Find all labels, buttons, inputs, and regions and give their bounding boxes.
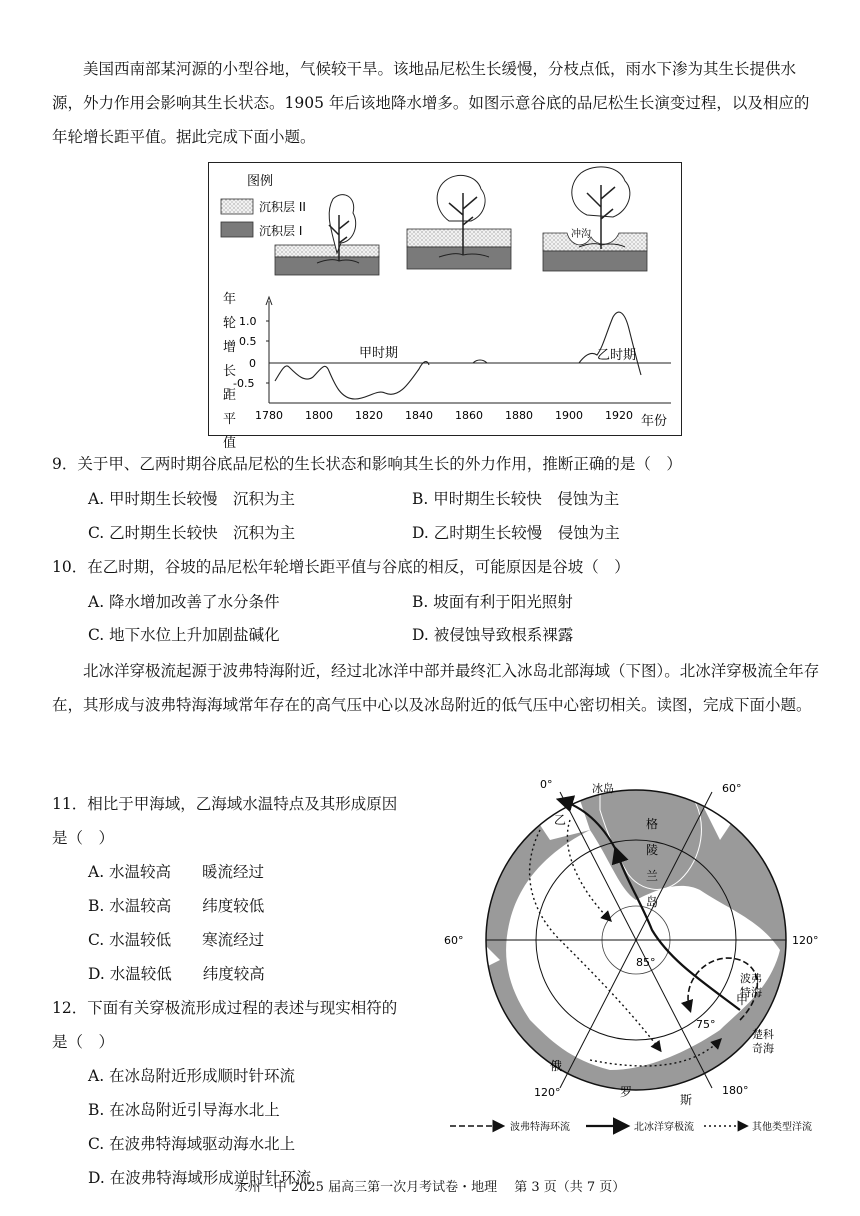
svg-text:北冰洋穿极流: 北冰洋穿极流 xyxy=(634,1122,694,1133)
q9-option-c[interactable]: C. 乙时期生长较快 沉积为主 xyxy=(88,524,296,542)
question-11-stem-line1: 11．相比于甲海域，乙海域水温特点及其形成原因 xyxy=(52,795,398,813)
lon-120-e: 120° xyxy=(792,934,819,947)
greenland-label-2: 陵 xyxy=(646,843,659,857)
svg-text:1800: 1800 xyxy=(305,409,333,422)
svg-text:1920: 1920 xyxy=(605,409,633,422)
legend-layer2: 沉积层 II xyxy=(259,200,306,214)
sea-b-label: 乙 xyxy=(554,813,567,827)
svg-text:增: 增 xyxy=(223,340,237,355)
x-axis-label: 年份 xyxy=(641,414,668,429)
q9-option-a[interactable]: A. 甲时期生长较慢 沉积为主 xyxy=(88,490,296,508)
q10-option-b[interactable]: B. 坡面有利于阳光照射 xyxy=(412,593,573,611)
svg-text:0.5: 0.5 xyxy=(239,335,257,348)
q12-option-d[interactable]: D. 在波弗特海域形成逆时针环流 xyxy=(88,1169,312,1187)
q12-option-b[interactable]: B. 在冰岛附近引导海水北上 xyxy=(88,1101,280,1119)
question-12-stem-line1: 12．下面有关穿极流形成过程的表述与现实相符的 xyxy=(52,999,398,1017)
lon-180: 180° xyxy=(722,1084,749,1097)
svg-text:距: 距 xyxy=(223,388,237,403)
legend-layer1: 沉积层 I xyxy=(259,224,303,238)
q10-option-a[interactable]: A. 降水增加改善了水分条件 xyxy=(88,593,280,611)
iceland-label: 冰岛 xyxy=(592,782,614,795)
svg-text:1880: 1880 xyxy=(505,409,533,422)
svg-text:1820: 1820 xyxy=(355,409,383,422)
lon-60-w: 60° xyxy=(444,934,464,947)
q12-option-c[interactable]: C. 在波弗特海域驱动海水北上 xyxy=(88,1135,296,1153)
svg-text:1780: 1780 xyxy=(255,409,283,422)
q11-option-c[interactable]: C. 水温较低 寒流经过 xyxy=(88,931,265,949)
lat-75: 75° xyxy=(696,1018,716,1031)
passage-1: 美国西南部某河源的小型谷地，气候较干旱。该地品尼松生长缓慢，分枝点低，雨水下渗为其生长提供水源，外力作用会影响其生长状态。1905 年后该地降水增多。如图示意谷底的品尼松生长演变过程，以及相应的年轮增长距平值。据此完成下面小题。 xyxy=(52,60,810,146)
q9-option-d[interactable]: D. 乙时期生长较慢 侵蚀为主 xyxy=(412,524,620,542)
question-12-stem-line2: 是（ ） xyxy=(52,1033,115,1051)
map-legend xyxy=(450,1120,812,1133)
q12-option-a[interactable]: A. 在冰岛附近形成顺时针环流 xyxy=(88,1067,296,1085)
svg-text:值: 值 xyxy=(223,436,237,451)
lon-60-e: 60° xyxy=(722,782,742,795)
svg-text:1860: 1860 xyxy=(455,409,483,422)
gully-label: 冲沟 xyxy=(571,229,591,240)
greenland-label-1: 格 xyxy=(646,817,659,831)
svg-text:年: 年 xyxy=(223,292,237,307)
question-10-stem: 10．在乙时期，谷坡的品尼松年轮增长距平值与谷底的相反，可能原因是谷坡（ ） xyxy=(52,558,630,576)
q10-option-d[interactable]: D. 被侵蚀导致根系裸露 xyxy=(412,626,574,644)
svg-text:长: 长 xyxy=(223,364,237,379)
svg-text:其他类型洋流: 其他类型洋流 xyxy=(752,1122,812,1133)
lat-85: 85° xyxy=(636,956,656,969)
question-11-stem-line2: 是（ ） xyxy=(52,829,115,847)
greenland-label-3: 兰 xyxy=(646,869,659,883)
svg-text:-0.5: -0.5 xyxy=(233,377,255,390)
svg-text:1900: 1900 xyxy=(555,409,583,422)
svg-text:0: 0 xyxy=(249,357,256,370)
page-footer: 永州一中 2025 届高三第一次月考试卷・地理 第 3 页（共 7 页） xyxy=(234,1180,626,1195)
q10-option-c[interactable]: C. 地下水位上升加剧盐碱化 xyxy=(88,626,280,644)
q9-option-b[interactable]: B. 甲时期生长较快 侵蚀为主 xyxy=(412,490,620,508)
pine-growth-figure xyxy=(208,162,682,451)
y-ticks xyxy=(233,315,269,390)
russia-label-1: 俄 xyxy=(550,1059,563,1073)
legend-title: 图例 xyxy=(247,174,274,189)
passage-2: 北冰洋穿极流起源于波弗特海附近，经过北冰洋中部并最终汇入冰岛北部海域（下图）。北冰洋穿极流全年存在，其形成与波弗特海海域常年存在的高气压中心以及冰岛附近的低气压中心密切相关。读图，完成下面小题。 xyxy=(52,662,820,714)
sea-a-label: 甲 xyxy=(736,993,749,1007)
period-b-label: 乙时期 xyxy=(597,348,637,363)
russia-label-3: 斯 xyxy=(680,1093,693,1107)
beaufort-label-2: 特海 xyxy=(740,986,762,999)
svg-text:轮: 轮 xyxy=(223,316,237,331)
legend-swatch-layer2 xyxy=(221,199,253,214)
arctic-current-map xyxy=(440,770,835,1140)
svg-text:1.0: 1.0 xyxy=(239,315,257,328)
legend-swatch-layer1 xyxy=(221,222,253,237)
y-axis-label xyxy=(223,291,236,451)
stage-3-illustration xyxy=(543,167,647,271)
lon-120-w: 120° xyxy=(534,1086,561,1099)
svg-text:平: 平 xyxy=(223,412,237,427)
x-ticks xyxy=(255,409,633,422)
svg-text:1840: 1840 xyxy=(405,409,433,422)
chukchi-label-2: 奇海 xyxy=(752,1042,774,1055)
chukchi-label-1: 楚科 xyxy=(752,1028,774,1041)
beaufort-label: 波弗 xyxy=(740,972,762,985)
ring-width-curve xyxy=(275,312,641,399)
russia-label-2: 罗 xyxy=(620,1085,633,1099)
greenland-label-4: 岛 xyxy=(646,895,659,909)
svg-text:波弗特海环流: 波弗特海环流 xyxy=(510,1122,570,1133)
question-9-stem: 9．关于甲、乙两时期谷底品尼松的生长状态和影响其生长的外力作用，推断正确的是（ ） xyxy=(52,455,682,473)
stage-2-illustration xyxy=(407,175,511,269)
period-a-label: 甲时期 xyxy=(359,346,399,361)
q11-option-b[interactable]: B. 水温较高 纬度较低 xyxy=(88,897,265,915)
q11-option-a[interactable]: A. 水温较高 暖流经过 xyxy=(88,863,265,881)
q11-option-d[interactable]: D. 水温较低 纬度较高 xyxy=(88,965,265,983)
lon-0: 0° xyxy=(540,778,553,791)
